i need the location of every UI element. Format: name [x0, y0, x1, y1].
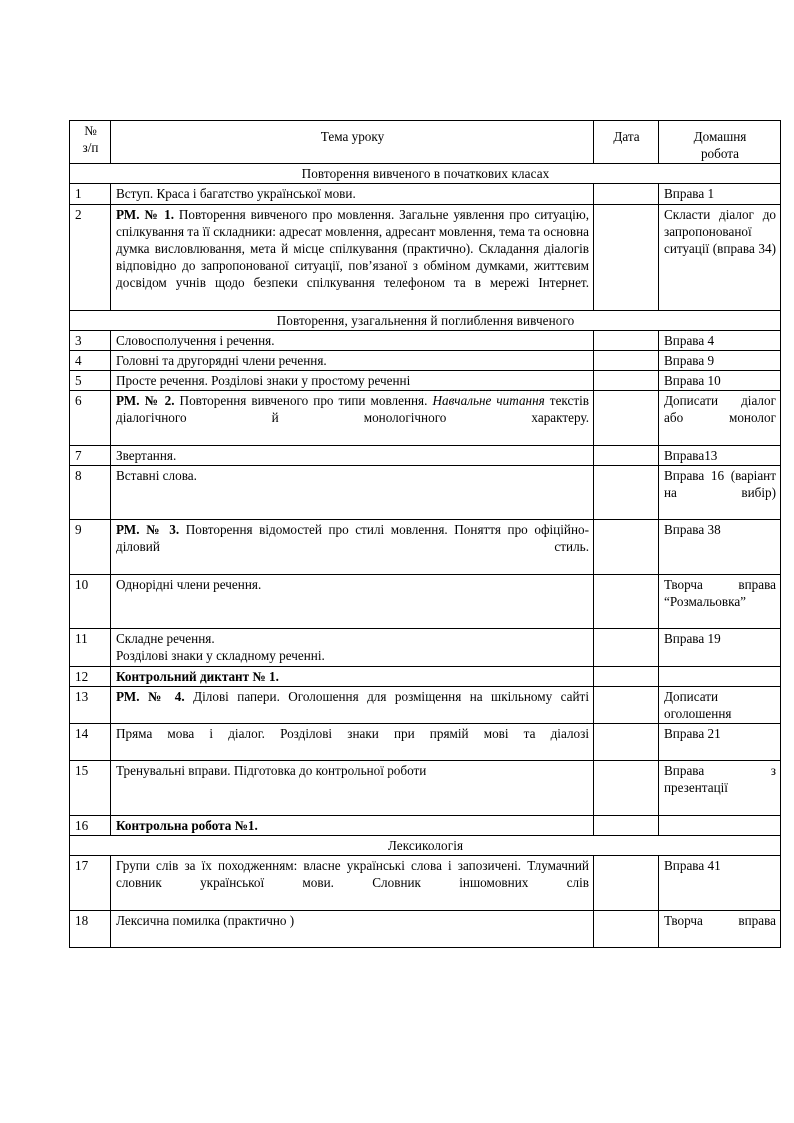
topic-text: Вставні слова. — [116, 467, 197, 483]
homework-text: Вправа 4 — [664, 332, 715, 348]
header-cell-homework — [659, 121, 781, 164]
cell-homework — [659, 350, 781, 370]
table-row — [70, 910, 781, 947]
cell-lesson-number: 5 — [70, 371, 111, 391]
cell-lesson-topic — [111, 350, 594, 370]
header-cell-date: Дата — [594, 121, 659, 164]
cell-homework — [659, 724, 781, 761]
cell-lesson-number: 11 — [70, 629, 111, 666]
cell-date[interactable] — [594, 204, 659, 310]
topic-text: Звертання. — [116, 447, 177, 463]
topic-bold-prefix: РМ. № 4. — [116, 688, 185, 704]
topic-text: Повторення відомостей про стилі мовлення. Поняття про офіційно-діловий стиль. — [116, 522, 589, 555]
cell-date[interactable] — [594, 724, 659, 761]
topic-italic-text: Навчальне читання — [432, 393, 545, 409]
cell-lesson-number: 4 — [70, 350, 111, 370]
topic-text: Головні та другорядні члени речення. — [116, 352, 327, 368]
cell-lesson-number: 12 — [70, 666, 111, 686]
topic-bold-prefix: РМ. № 1. — [116, 206, 175, 222]
homework-text: Дописати діалог або монолог — [664, 393, 776, 426]
cell-lesson-topic — [111, 184, 594, 204]
cell-date[interactable] — [594, 350, 659, 370]
cell-lesson-topic — [111, 910, 594, 947]
cell-date[interactable] — [594, 330, 659, 350]
cell-lesson-number: 2 — [70, 204, 111, 310]
cell-date[interactable] — [594, 629, 659, 666]
cell-date[interactable] — [594, 445, 659, 465]
cell-homework — [659, 184, 781, 204]
cell-date[interactable] — [594, 686, 659, 723]
cell-homework — [659, 910, 781, 947]
header-cell-number — [70, 121, 111, 164]
topic-bold-prefix: РМ. № 3. — [116, 522, 180, 538]
header-hw-line2: робота — [700, 146, 740, 162]
table-row — [70, 761, 781, 815]
homework-text: Вправа з презентації — [664, 763, 776, 796]
cell-date[interactable] — [594, 465, 659, 519]
section-heading-row — [70, 310, 781, 330]
table-row — [70, 724, 781, 761]
cell-lesson-number: 18 — [70, 910, 111, 947]
lesson-plan-table — [69, 120, 781, 948]
section-heading-label: Повторення, узагальнення й поглиблення вивченого — [70, 310, 781, 330]
table-row — [70, 465, 781, 519]
cell-lesson-topic — [111, 330, 594, 350]
cell-lesson-number: 16 — [70, 815, 111, 835]
table-row — [70, 856, 781, 910]
cell-homework — [659, 629, 781, 666]
cell-lesson-topic — [111, 574, 594, 628]
table-row — [70, 815, 781, 835]
cell-lesson-number: 3 — [70, 330, 111, 350]
table-row — [70, 330, 781, 350]
section-heading-row — [70, 835, 781, 855]
cell-lesson-topic — [111, 761, 594, 815]
cell-lesson-topic — [111, 724, 594, 761]
homework-text: Вправа 16 (варіант на вибір) — [664, 467, 776, 500]
topic-text: Однорідні члени речення. — [116, 576, 262, 592]
topic-text: Тренувальні вправи. Підготовка до контрольної роботи — [116, 763, 427, 779]
table-row — [70, 629, 781, 666]
topic-text: Пряма мова і діалог. Розділові знаки при прямій мові та діалозі — [116, 726, 589, 741]
cell-date[interactable] — [594, 761, 659, 815]
cell-lesson-number: 15 — [70, 761, 111, 815]
homework-text: Вправа 41 — [664, 858, 721, 874]
cell-lesson-number: 8 — [70, 465, 111, 519]
cell-lesson-topic — [111, 465, 594, 519]
cell-date[interactable] — [594, 520, 659, 574]
cell-homework — [659, 330, 781, 350]
topic-text: Лексична помилка (практично ) — [116, 912, 295, 928]
homework-text: Скласти діалог до запропонованої ситуації (вправа 34) — [664, 206, 776, 256]
cell-homework — [659, 465, 781, 519]
cell-lesson-number: 1 — [70, 184, 111, 204]
section-heading-label: Лексикологія — [70, 835, 781, 855]
cell-lesson-topic — [111, 445, 594, 465]
header-hw-line1: Домашня — [693, 129, 747, 144]
homework-text: Творча вправа — [664, 912, 776, 928]
cell-homework — [659, 445, 781, 465]
topic-bold-prefix: РМ. № 2. — [116, 393, 175, 409]
topic-bold-prefix: Контрольна робота №1. — [116, 817, 258, 833]
header-cell-topic: Тема уроку — [111, 121, 594, 164]
cell-lesson-topic — [111, 856, 594, 910]
cell-date[interactable] — [594, 391, 659, 445]
cell-lesson-topic — [111, 815, 594, 835]
topic-text: Просте речення. Розділові знаки у простому реченні — [116, 373, 411, 389]
table-row — [70, 350, 781, 370]
homework-text: Вправа 21 — [664, 726, 721, 741]
cell-date[interactable] — [594, 666, 659, 686]
table-header-row — [70, 121, 781, 164]
cell-date[interactable] — [594, 910, 659, 947]
topic-text: Вступ. Краса і багатство української мови. — [116, 186, 356, 202]
cell-lesson-number: 6 — [70, 391, 111, 445]
section-heading-row — [70, 164, 781, 184]
header-number-line1: № — [84, 123, 97, 138]
topic-text: Повторення вивченого про мовлення. Загальне уявлення про ситуацію, спілкування та її складники: адресат мовлення, адресант мовлення, тема та основна думка висловлювання, мета й місце спілкування (практично). Складання діалогів відповідно до запропонованої ситуації, пов’язаної з обміном думками, життєвим досвідом учнів щодо безпеки спілкування телефоном та в мережі Інтернет. — [116, 206, 589, 291]
cell-date[interactable] — [594, 574, 659, 628]
homework-text: Вправа 9 — [664, 352, 715, 368]
table-row — [70, 184, 781, 204]
topic-text: Повторення вивченого про типи мовлення. — [174, 393, 433, 409]
cell-homework — [659, 520, 781, 574]
homework-text: Вправа 19 — [664, 631, 721, 647]
cell-date[interactable] — [594, 815, 659, 835]
table-row — [70, 686, 781, 723]
table-row — [70, 391, 781, 445]
cell-homework — [659, 761, 781, 815]
table-row — [70, 666, 781, 686]
cell-homework — [659, 666, 781, 686]
homework-text: Вправа 38 — [664, 522, 721, 538]
cell-lesson-topic — [111, 391, 594, 445]
cell-homework — [659, 574, 781, 628]
cell-homework — [659, 686, 781, 723]
table-row — [70, 520, 781, 574]
cell-homework — [659, 371, 781, 391]
topic-text-tail: текстів діалогічного й монологічного характеру. — [116, 393, 590, 426]
cell-lesson-number: 13 — [70, 686, 111, 723]
header-number-line2: з/п — [82, 140, 99, 156]
cell-lesson-topic — [111, 666, 594, 686]
topic-text-line2: Розділові знаки у складному реченні. — [116, 648, 325, 664]
cell-date[interactable] — [594, 184, 659, 204]
cell-date[interactable] — [594, 856, 659, 910]
homework-text: Вправа13 — [664, 447, 718, 463]
cell-date[interactable] — [594, 371, 659, 391]
topic-text: Словосполучення і речення. — [116, 332, 275, 348]
table-row — [70, 204, 781, 310]
topic-text: Складне речення. — [116, 631, 215, 647]
cell-lesson-number: 7 — [70, 445, 111, 465]
cell-homework — [659, 204, 781, 310]
table-row — [70, 371, 781, 391]
cell-lesson-topic — [111, 371, 594, 391]
section-heading-label: Повторення вивченого в початкових класах — [70, 164, 781, 184]
cell-lesson-number: 10 — [70, 574, 111, 628]
cell-lesson-topic — [111, 686, 594, 723]
cell-lesson-topic — [111, 629, 594, 666]
cell-homework — [659, 856, 781, 910]
table-row — [70, 445, 781, 465]
topic-bold-prefix: Контрольний диктант № 1. — [116, 668, 279, 684]
homework-text: Дописати оголошення — [664, 688, 732, 721]
cell-lesson-number: 9 — [70, 520, 111, 574]
cell-homework — [659, 815, 781, 835]
topic-text: Ділові папери. Оголошення для розміщення на шкільному сайті — [184, 688, 589, 704]
cell-lesson-topic — [111, 520, 594, 574]
cell-lesson-topic — [111, 204, 594, 310]
topic-text: Групи слів за їх походженням: власне українські слова і запозичені. Тлумачний словник української мови. Словник іншомовних слів — [116, 858, 589, 891]
homework-text: Творча вправа “Розмальовка” — [664, 576, 776, 609]
homework-text: Вправа 1 — [664, 186, 715, 202]
cell-homework — [659, 391, 781, 445]
table-row — [70, 574, 781, 628]
cell-lesson-number: 14 — [70, 724, 111, 761]
homework-text: Вправа 10 — [664, 373, 721, 389]
cell-lesson-number: 17 — [70, 856, 111, 910]
